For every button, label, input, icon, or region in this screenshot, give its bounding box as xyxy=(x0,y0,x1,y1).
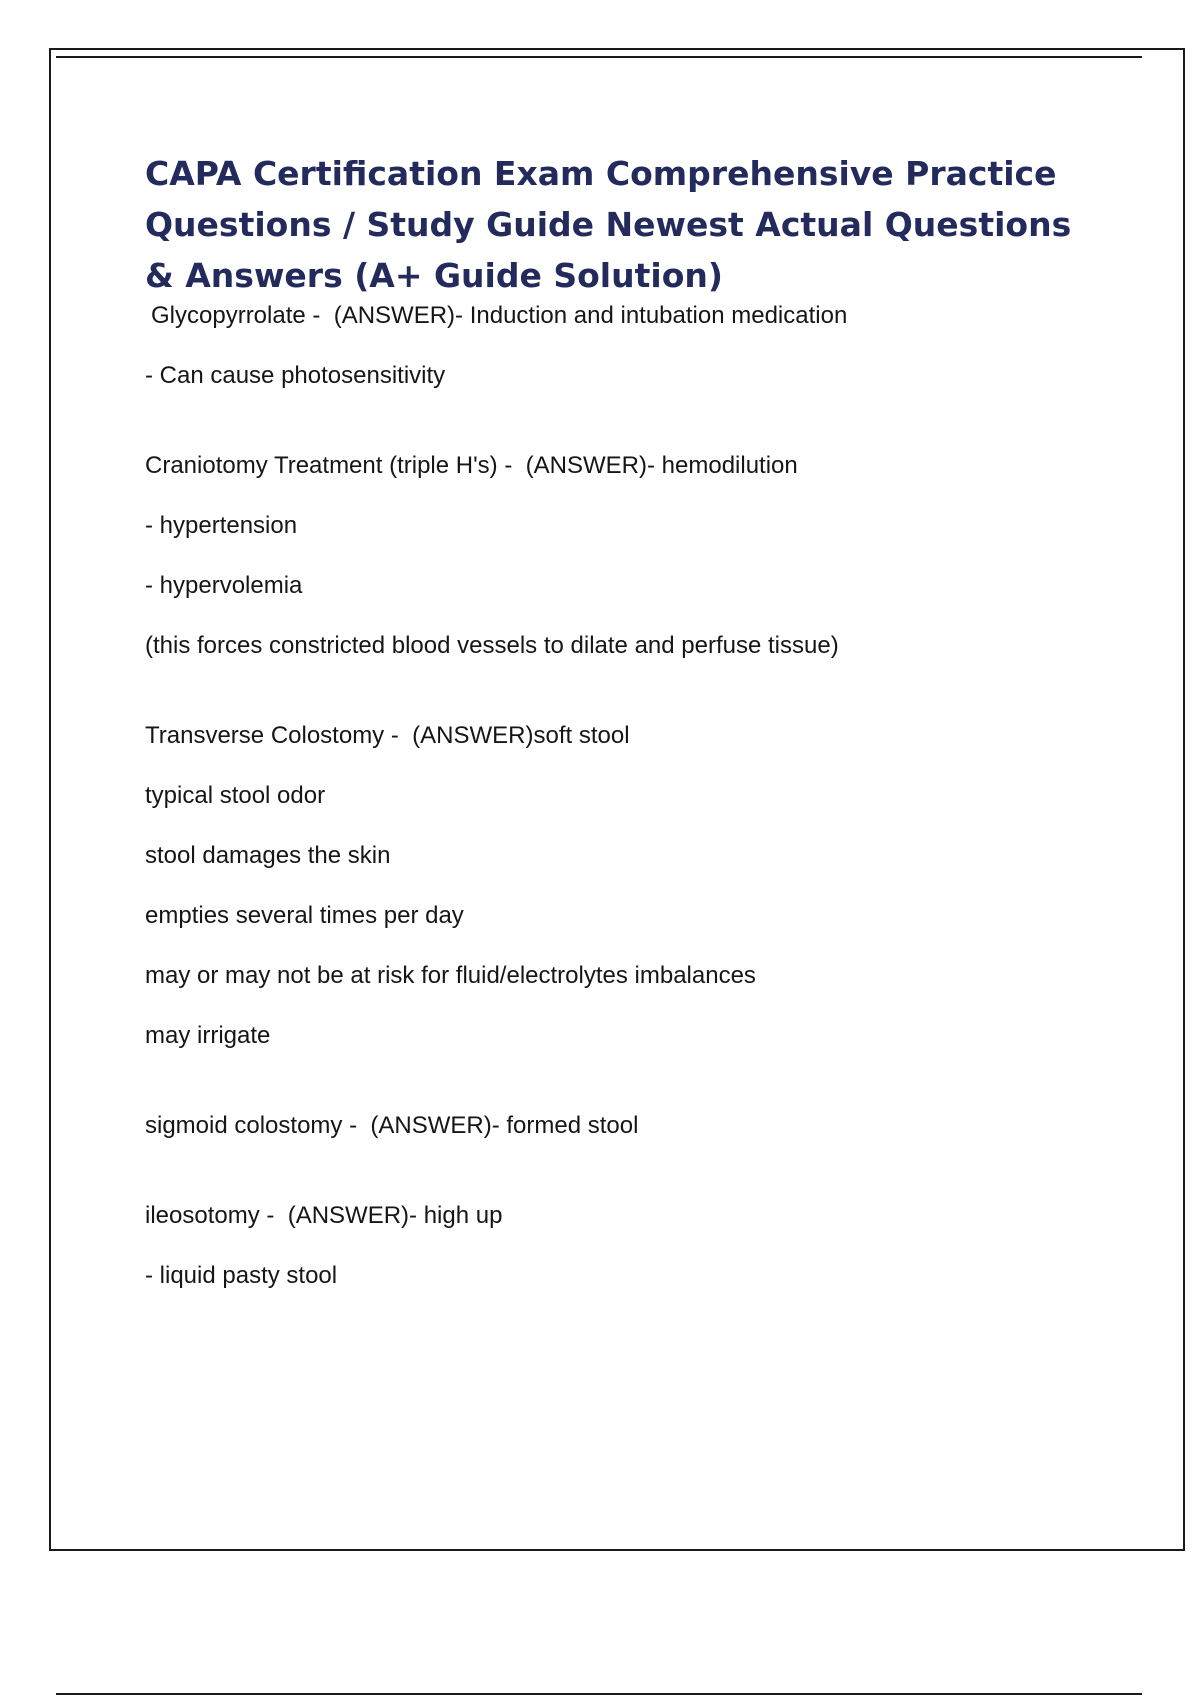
qa-line: sigmoid colostomy - (ANSWER)- formed stool xyxy=(145,1112,639,1139)
qa-line: empties several times per day xyxy=(145,902,464,929)
top-rule xyxy=(56,56,1142,58)
bottom-rule xyxy=(56,1693,1142,1695)
qa-list xyxy=(145,301,1105,1291)
qa-line: ileosotomy - (ANSWER)- high up xyxy=(145,1202,503,1229)
qa-line: may irrigate xyxy=(145,1022,271,1049)
qa-line: - Can cause photosensitivity xyxy=(145,362,446,389)
qa-item xyxy=(145,1111,1105,1141)
qa-line: (this forces constricted blood vessels to dilate and perfuse tissue) xyxy=(145,632,839,659)
qa-line: may or may not be at risk for fluid/electrolytes imbalances xyxy=(145,962,756,989)
qa-line: Glycopyrrolate - (ANSWER)- Induction and intubation medication xyxy=(151,302,848,329)
qa-item xyxy=(145,451,1105,661)
qa-line: - liquid pasty stool xyxy=(145,1262,338,1289)
document-content xyxy=(145,148,1105,1351)
qa-line: Craniotomy Treatment (triple H's) - (ANSWER)- hemodilution xyxy=(145,452,798,479)
qa-line: - hypertension xyxy=(145,512,298,539)
qa-line: typical stool odor xyxy=(145,782,326,809)
qa-item xyxy=(145,721,1105,1051)
qa-line: - hypervolemia xyxy=(145,572,303,599)
qa-item xyxy=(145,1201,1105,1291)
qa-item xyxy=(145,301,1105,391)
qa-line: Transverse Colostomy - (ANSWER)soft stool xyxy=(145,722,630,749)
qa-line: stool damages the skin xyxy=(145,842,391,869)
document-title: CAPA Certification Exam Comprehensive Practice Questions / Study Guide Newest Actual Questions & Answers (A+ Guide Solution) xyxy=(145,154,1072,295)
